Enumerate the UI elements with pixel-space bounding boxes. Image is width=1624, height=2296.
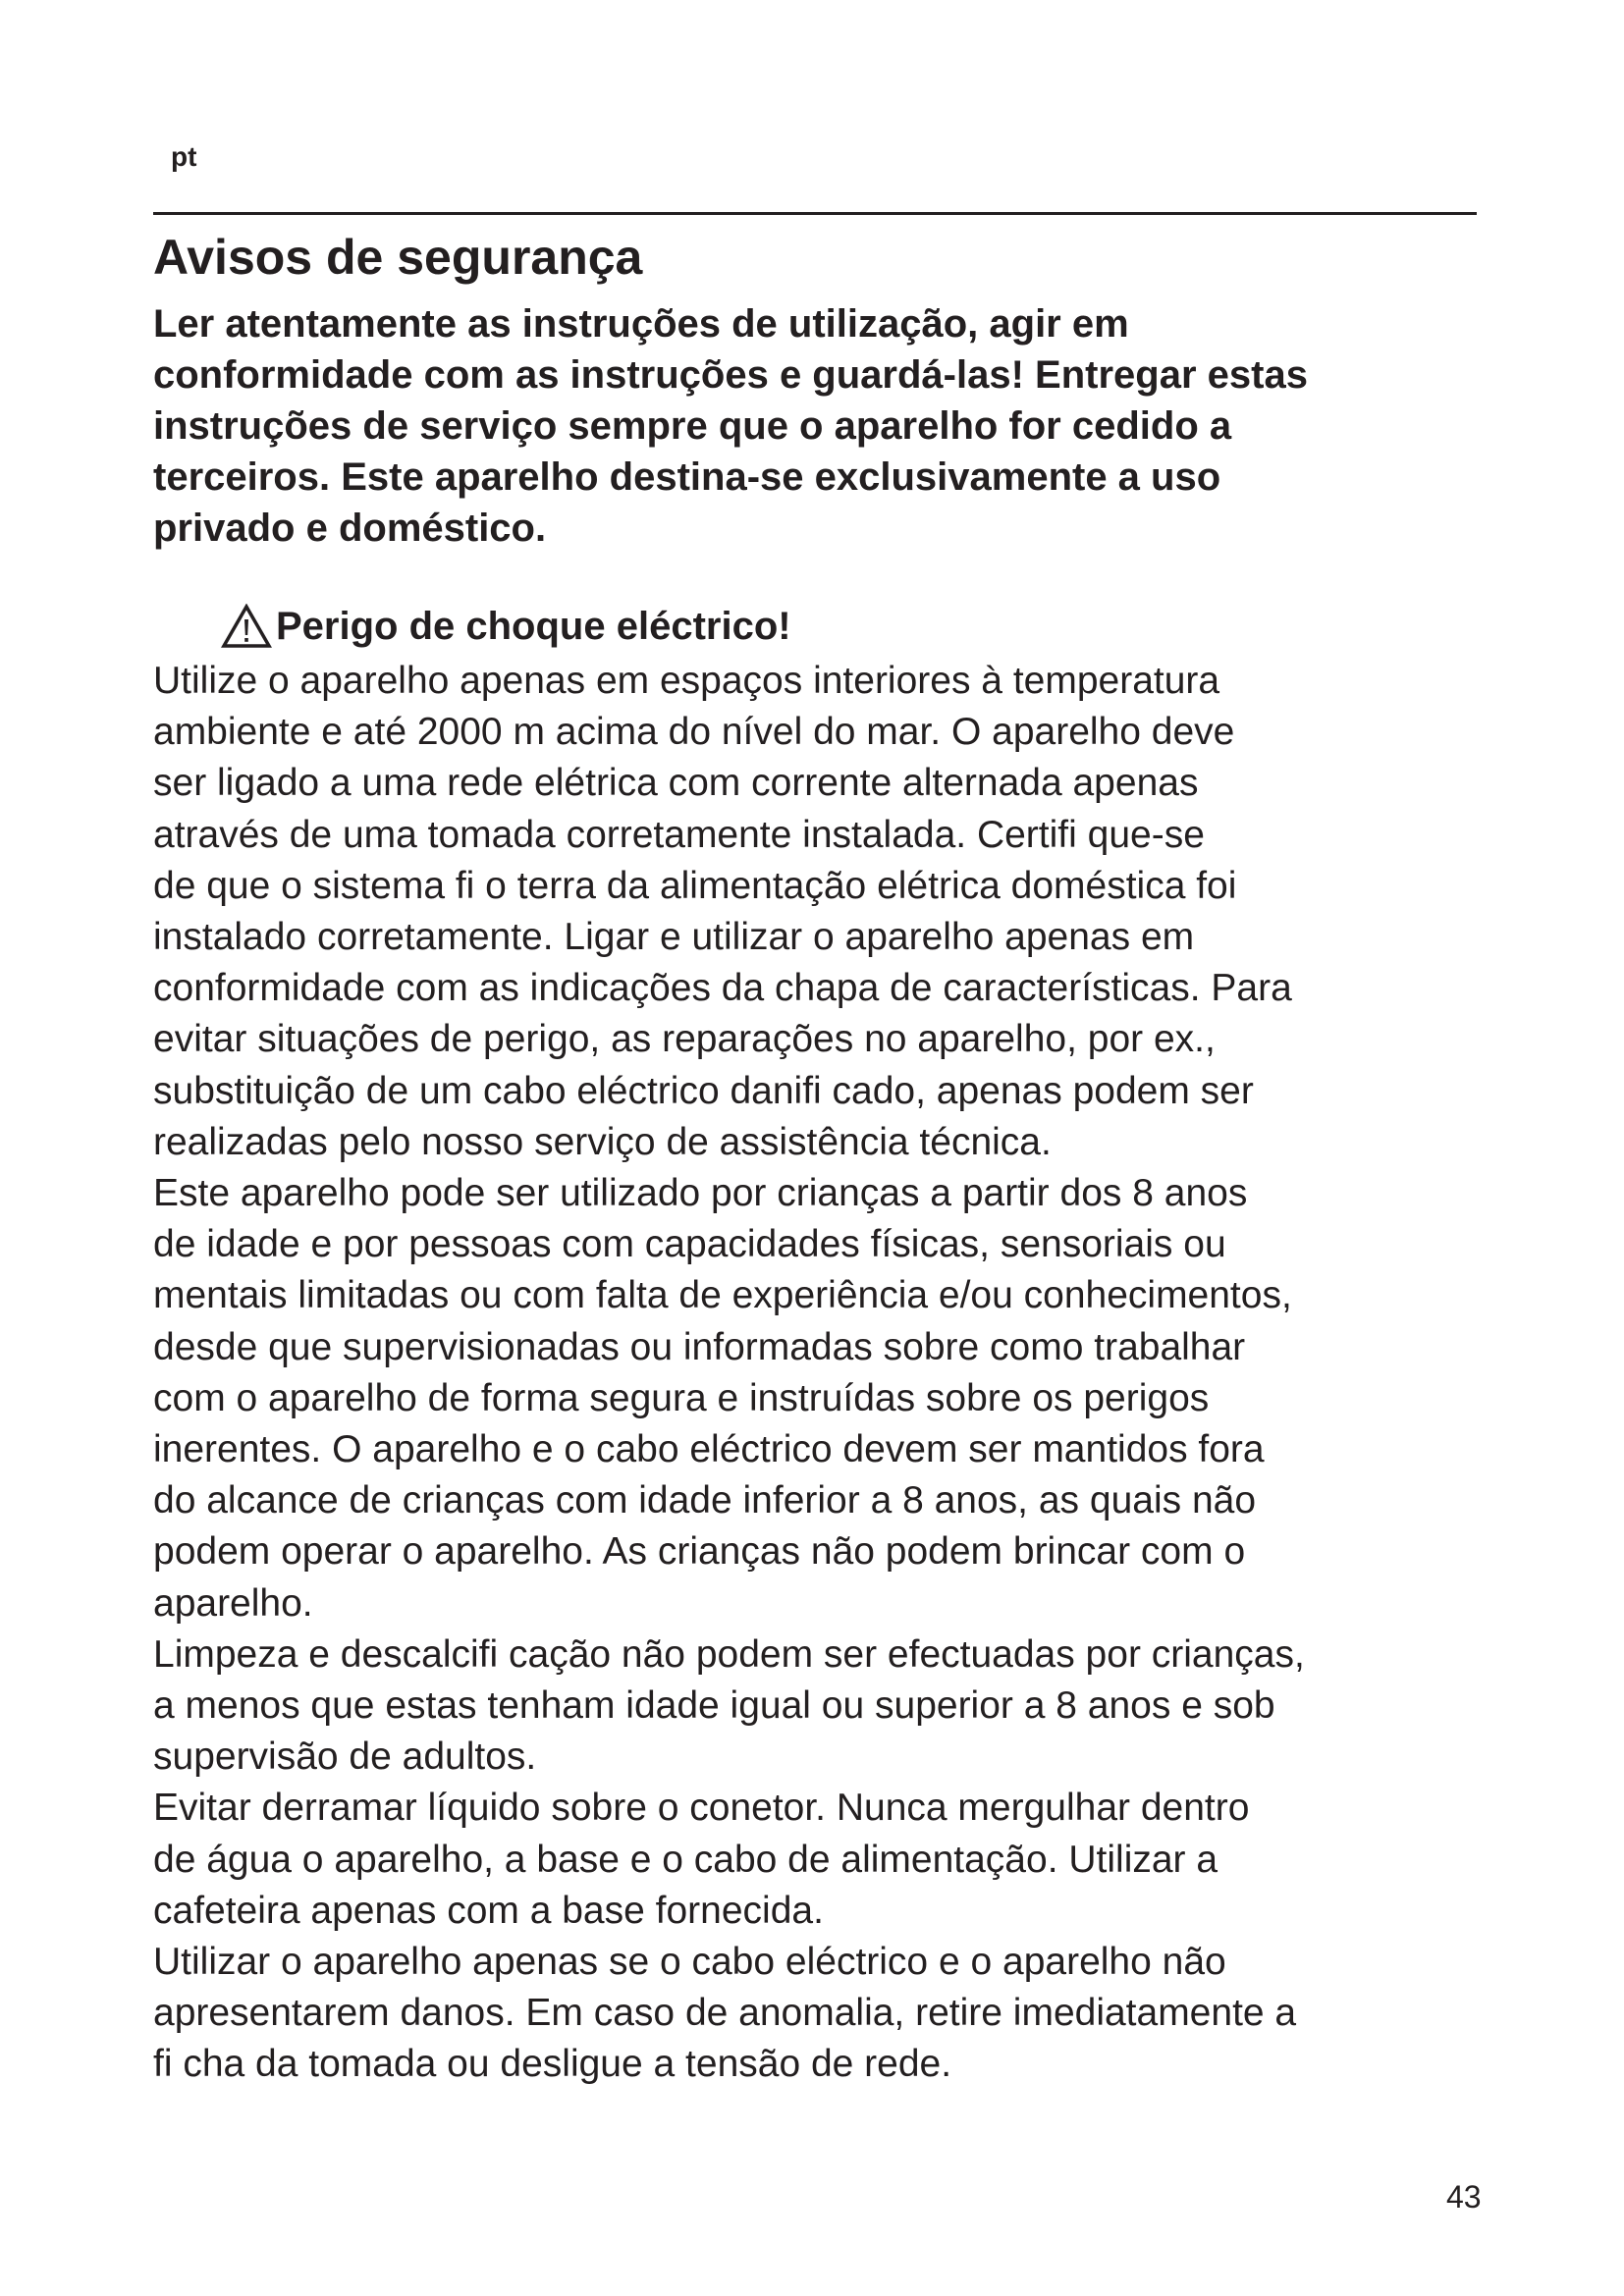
body-line: apresentarem danos. Em caso de anomalia, retire imediatamente a: [153, 1992, 1297, 2035]
header-divider: [153, 212, 1477, 215]
body-line: Utilize o aparelho apenas em espaços interiores à temperatura: [153, 660, 1220, 702]
intro-line: Ler atentamente as instruções de utilização, agir em: [153, 302, 1129, 346]
body-line: aparelho.: [153, 1581, 313, 1625]
body-line: fi cha da tomada ou desligue a tensão de rede.: [153, 2043, 952, 2086]
intro-line: conformidade com as instruções e guardá-las! Entregar estas: [153, 353, 1308, 397]
page-title: Avisos de segurança: [153, 230, 643, 285]
warning-heading: [221, 597, 1489, 656]
body-line: conformidade com as indicações da chapa de características. Para: [153, 967, 1292, 1010]
body-line: supervisão de adultos.: [153, 1735, 537, 1779]
body-line: mentais limitadas ou com falta de experiência e/ou conhecimentos,: [153, 1274, 1292, 1317]
warning-triangle-icon: [221, 604, 272, 649]
body-line: Utilizar o aparelho apenas se o cabo eléctrico e o aparelho não: [153, 1941, 1226, 1984]
body-line: a menos que estas tenham idade igual ou superior a 8 anos e sob: [153, 1684, 1275, 1728]
body-line: ambiente e até 2000 m acima do nível do mar. O aparelho deve: [153, 711, 1235, 754]
body-line: podem operar o aparelho. As crianças não podem brincar com o: [153, 1530, 1246, 1574]
body-line: com o aparelho de forma segura e instruídas sobre os perigos: [153, 1376, 1210, 1419]
language-code: pt: [171, 141, 197, 172]
page-number: 43: [1446, 2179, 1482, 2215]
body-line: Este aparelho pode ser utilizado por crianças a partir dos 8 anos: [153, 1172, 1248, 1215]
intro-paragraph: [153, 298, 1489, 554]
warning-heading-text: Perigo de choque eléctrico!: [276, 605, 791, 648]
body-line: substituição de um cabo eléctrico danifi cado, apenas podem ser: [153, 1069, 1254, 1112]
body-line: realizadas pelo nosso serviço de assistência técnica.: [153, 1120, 1052, 1163]
body-line: de que o sistema fi o terra da alimentação elétrica doméstica foi: [153, 864, 1237, 907]
body-line: evitar situações de perigo, as reparações no aparelho, por ex.,: [153, 1018, 1216, 1061]
body-line: de idade e por pessoas com capacidades físicas, sensoriais ou: [153, 1223, 1226, 1266]
body-line: de água o aparelho, a base e o cabo de alimentação. Utilizar a: [153, 1838, 1218, 1881]
page-content: [153, 298, 1489, 2091]
body-line: instalado corretamente. Ligar e utilizar o aparelho apenas em: [153, 916, 1195, 959]
body-line: inerentes. O aparelho e o cabo eléctrico devem ser mantidos fora: [153, 1428, 1265, 1471]
intro-line: privado e doméstico.: [153, 507, 547, 550]
body-line: Limpeza e descalcifi cação não podem ser efectuadas por crianças,: [153, 1632, 1305, 1676]
body-line: Evitar derramar líquido sobre o conetor. Nunca mergulhar dentro: [153, 1787, 1250, 1830]
safety-body-text: [153, 656, 1489, 2091]
intro-line: instruções de serviço sempre que o aparelho for cedido a: [153, 404, 1232, 448]
body-line: do alcance de crianças com idade inferior a 8 anos, as quais não: [153, 1479, 1257, 1522]
body-line: ser ligado a uma rede elétrica com corrente alternada apenas: [153, 762, 1199, 805]
intro-line: terceiros. Este aparelho destina-se exclusivamente a uso: [153, 455, 1221, 499]
body-line: através de uma tomada corretamente instalada. Certifi que-se: [153, 813, 1205, 856]
body-line: desde que supervisionadas ou informadas sobre como trabalhar: [153, 1325, 1246, 1368]
body-line: cafeteira apenas com a base fornecida.: [153, 1889, 824, 1932]
